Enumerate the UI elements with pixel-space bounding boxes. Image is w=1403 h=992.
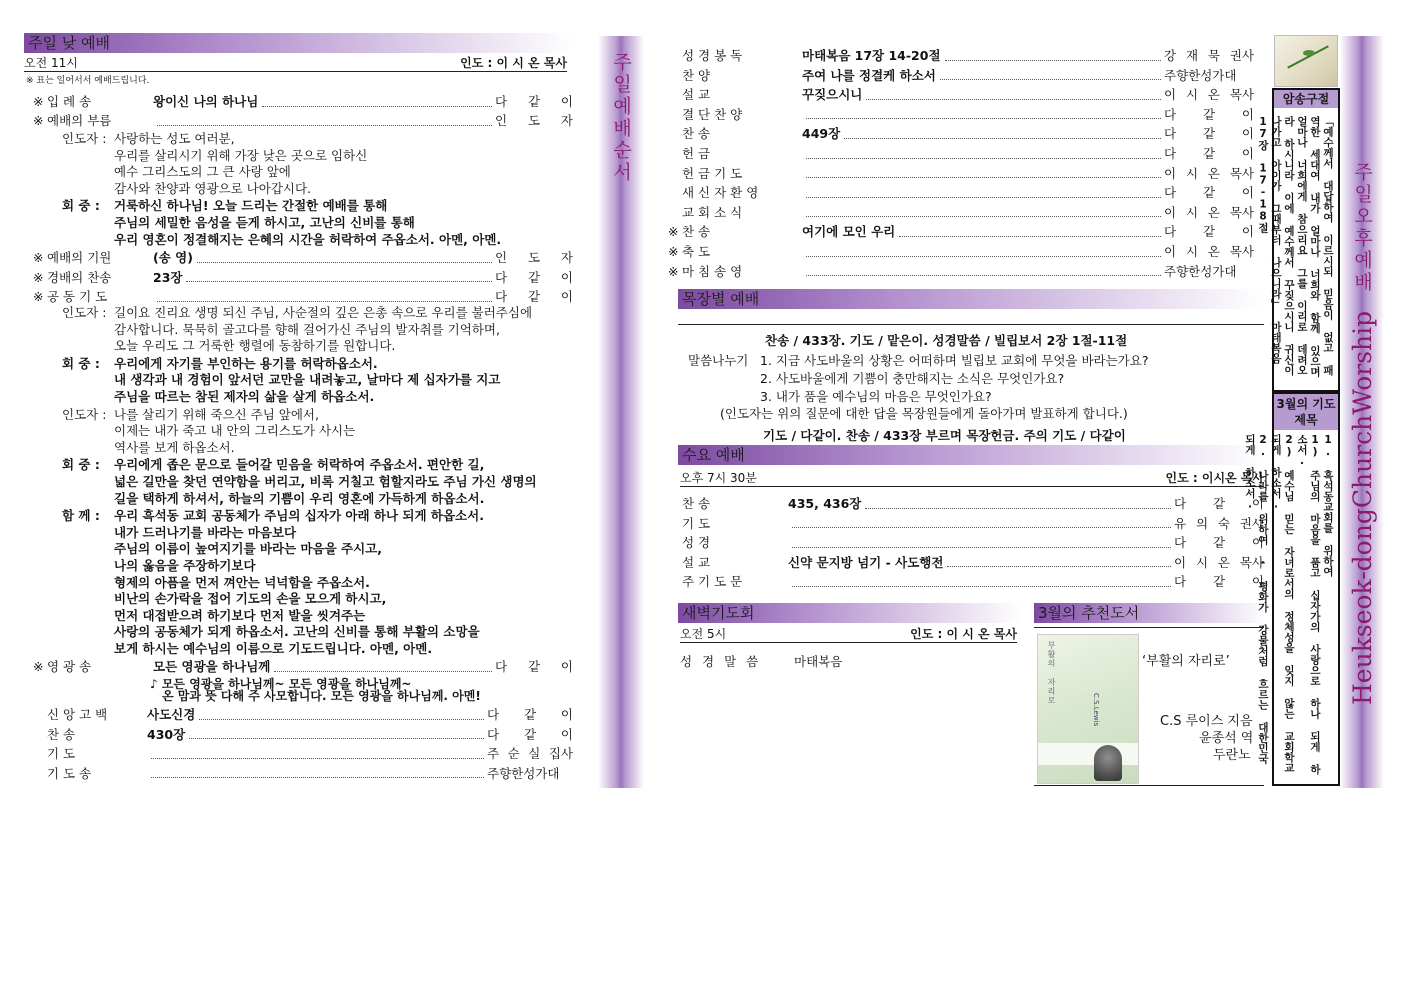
leader-dots xyxy=(806,207,1161,217)
book-header xyxy=(1034,603,1266,623)
item-responder: 이 시 온 목사 xyxy=(1164,87,1254,103)
responsive-line: 예수 그리스도의 그 큰 사랑 앞에 xyxy=(114,164,291,180)
item-content: (송 영) xyxy=(153,250,193,265)
item-content: 주여 나를 정결케 하소서 xyxy=(802,67,936,83)
item-label xyxy=(682,85,774,104)
item-label-text: 찬 송 xyxy=(682,224,711,240)
item-label xyxy=(47,764,129,783)
memory-verse-box xyxy=(1257,88,1340,392)
responsive-line: 길이요 진리요 생명 되신 주님, 사순절의 깊은 은총 속으로 우리를 불러주심에 xyxy=(114,305,533,320)
order-row xyxy=(668,494,1264,513)
order-row xyxy=(33,111,573,130)
item-label xyxy=(47,287,129,306)
leader-dots xyxy=(262,97,492,107)
leader-dots xyxy=(806,247,1161,257)
sunday-morning-subheader xyxy=(24,55,567,72)
sunday-morning-leader: 인도 : 이 시 온 목사 xyxy=(460,56,567,70)
item-responder: 다 같 이 xyxy=(495,289,573,304)
item-label xyxy=(682,183,774,202)
stand-note: ※ 표는 일어서서 예배드립니다. xyxy=(26,76,150,86)
item-responder: 이 시 온 목사 xyxy=(1174,554,1264,570)
rose-stem xyxy=(1287,45,1329,68)
item-content: 23장 xyxy=(153,269,183,285)
wednesday-title: 수요 예배 xyxy=(682,446,745,464)
item-label xyxy=(682,572,774,591)
item-content: 여기에 모인 우리 xyxy=(802,224,896,240)
book-bottom-rule xyxy=(1034,785,1264,786)
cell-closing: 기도 / 다같이. 찬송 / 433장 부르며 목장헌금. 주의 기도 / 다같이 xyxy=(763,428,1126,443)
item-label-text: 입 례 송 xyxy=(47,94,92,109)
leader-dots xyxy=(792,518,1171,528)
item-label-text: 헌 금 기 도 xyxy=(682,165,743,181)
item-label xyxy=(682,144,774,163)
order-row xyxy=(668,514,1264,533)
item-label xyxy=(47,725,129,744)
prayer-topics-list xyxy=(1243,434,1334,779)
item-label-text: 경배의 찬송 xyxy=(47,269,112,285)
responsive-line: 우리를 살리시기 위해 가장 낮은 곳으로 임하신 xyxy=(114,147,368,163)
wednesday-header xyxy=(678,445,1262,465)
item-responder: 다 같 이 xyxy=(1164,224,1254,240)
responsive-line: 내 생각과 내 경험이 앞서던 교만을 내려놓고, 날마다 제 십자가를 지고 xyxy=(114,372,501,388)
book-cover-band xyxy=(1038,743,1138,765)
order-row xyxy=(33,248,573,267)
responsive-line: 우리 흑석동 교회 공동체가 주님의 십자가 아래 하나 되게 하옵소서. xyxy=(114,508,484,524)
leader-dots xyxy=(940,70,1161,80)
order-row xyxy=(668,46,1254,65)
item-responder: 인 도 자 xyxy=(495,250,573,265)
prayer-topics-header xyxy=(1274,394,1338,430)
leader-dots xyxy=(199,710,484,720)
responsive-line: 거룩하신 하나님! 오늘 드리는 간절한 예배를 통해 xyxy=(114,198,388,214)
responsive-speaker: 함 께 : xyxy=(62,508,100,524)
leader-dots xyxy=(806,266,1161,276)
cell-line1: 찬송 / 433장. 기도 / 맡은이. 성경말씀 / 빌립보서 2장 1절-11절 xyxy=(765,333,1128,348)
responsive-line: 길을 택하게 하셔서, 하늘의 기쁨이 우리 영혼에 가득하게 하옵소서. xyxy=(114,490,485,506)
item-label xyxy=(47,744,129,763)
order-row xyxy=(668,164,1254,183)
item-label xyxy=(682,262,774,281)
item-label xyxy=(682,124,774,143)
item-responder: 다 같 이 xyxy=(495,269,573,285)
responsive-line: 주님을 따르는 참된 제자의 삶을 살게 하옵소서. xyxy=(114,389,375,404)
leader-dots xyxy=(865,499,1171,509)
item-label-text: 영 광 송 xyxy=(47,659,92,674)
order-row xyxy=(668,105,1254,124)
dawn-title: 새벽기도회 xyxy=(682,604,755,622)
item-label-text: 기 도 xyxy=(47,746,76,761)
responsive-speaker: 인도자 : xyxy=(62,305,107,320)
item-content: 430장 xyxy=(147,726,186,742)
book-translator: 윤종석 역 xyxy=(1199,731,1254,746)
item-label xyxy=(682,494,774,513)
right-side-title: 주일오후예배 xyxy=(1351,162,1373,294)
item-content: 435, 436장 xyxy=(788,496,862,511)
responsive-line: 비난의 손가락을 접어 기도의 손을 모으게 하시고, xyxy=(114,591,387,607)
item-responder: 유 의 숙 권사 xyxy=(1174,515,1264,531)
item-responder: 주 순 실 집사 xyxy=(487,746,573,761)
item-responder: 이 시 온 목사 xyxy=(1164,244,1254,259)
dawn-content: 마태복음 xyxy=(794,654,843,669)
order-row xyxy=(33,287,573,306)
item-content: 사도신경 xyxy=(147,707,196,722)
item-responder: 주향한성가대 xyxy=(1164,67,1237,83)
leader-dots xyxy=(806,168,1161,178)
item-content: 449장 xyxy=(802,126,841,142)
leader-dots xyxy=(157,116,492,126)
order-row xyxy=(668,242,1254,261)
responsive-line: 우리에게 좁은 문으로 들어갈 믿음을 허락하여 주옵소서. 편안한 길, xyxy=(114,457,485,473)
item-responder: 다 같 이 xyxy=(495,94,573,109)
stand-mark: ※ xyxy=(33,250,44,265)
order-row xyxy=(668,144,1254,163)
leader-dots xyxy=(197,253,492,263)
item-label xyxy=(47,705,129,724)
order-row xyxy=(33,657,573,676)
item-label-text: 찬 송 xyxy=(682,126,711,142)
responsive-line: 오늘 우리도 그 거룩한 행렬에 동참하기를 원합니다. xyxy=(114,338,396,354)
cell-question-3: 3. 내가 품을 예수님의 마음은 무엇인가요? xyxy=(760,389,992,404)
dawn-time: 오전 5시 xyxy=(680,627,727,641)
cell-share-label: 말씀나누기 xyxy=(688,353,749,368)
prayer-topic-1: 1. 흑석동교회를 위하여 xyxy=(1322,434,1334,577)
leader-dots xyxy=(151,768,484,778)
book-cover-title: 부활의 자리로 xyxy=(1047,641,1056,705)
cell-worship-title: 목장별 예배 xyxy=(682,290,760,308)
leader-dots xyxy=(274,662,492,672)
order-row xyxy=(668,203,1254,222)
responsive-line: 이제는 내가 죽고 내 안의 그리스도가 사시는 xyxy=(114,423,356,439)
item-label-text: 마 침 송 영 xyxy=(682,263,743,279)
item-label-text: 성 경 봉 독 xyxy=(682,48,743,63)
order-row xyxy=(668,572,1264,591)
item-content: 신약 문지방 넘기 - 사도행전 xyxy=(788,554,944,570)
book-title: 3월의 추천도서 xyxy=(1038,604,1140,622)
item-responder: 이 시 온 목사 xyxy=(1164,204,1254,220)
order-row xyxy=(33,92,573,111)
glory-lyric-line: 온 맘과 뜻 다해 주 사모합니다. 모든 영광을 하나님께. 아멘! xyxy=(162,689,481,703)
responsive-line: 나를 살리기 위해 죽으신 주님 앞에서, xyxy=(114,406,319,422)
order-row xyxy=(33,744,573,763)
book-divider xyxy=(1034,627,1264,628)
responsive-speaker: 회 중 : xyxy=(62,198,100,214)
item-label xyxy=(47,92,129,111)
item-label xyxy=(682,222,774,241)
leader-dots xyxy=(806,109,1161,119)
stand-mark: ※ xyxy=(33,94,44,109)
leader-dots xyxy=(792,538,1171,548)
item-responder: 다 같 이 xyxy=(1174,535,1264,550)
order-row xyxy=(668,66,1254,85)
prayer-topic-4: 2. 나라를 위하여 - 평화가 강물처럼 흐르는 대한민국 되게 하소서. xyxy=(1244,434,1269,764)
dawn-label-text: 성 경 말 씀 xyxy=(680,654,762,669)
responsive-line: 보게 하시는 예수님의 이름으로 기도드립니다. 아멘, 아멘. xyxy=(114,641,433,656)
sunday-morning-time: 오전 11시 xyxy=(24,56,78,70)
bible-rose-image xyxy=(1274,35,1338,87)
responsive-speaker: 인도자 : xyxy=(62,131,107,146)
sunday-morning-title: 주일 낮 예배 xyxy=(28,34,110,52)
item-label-text: 헌 금 xyxy=(682,146,711,161)
responsive-line: 주님의 세밀한 음성을 듣게 하시고, 고난의 신비를 통해 xyxy=(114,215,415,230)
item-label-text: 주 기 도 문 xyxy=(682,574,743,589)
item-label-text: 예배의 부름 xyxy=(47,113,112,128)
item-content: 마태복음 17장 14-20절 xyxy=(802,48,941,63)
cell-question-2: 2. 사도바울에게 기쁨이 충만해지는 소식은 무엇인가요? xyxy=(760,371,1065,386)
responsive-speaker: 회 중 : xyxy=(62,457,100,473)
item-responder: 주향한성가대 xyxy=(487,765,560,781)
leader-dots xyxy=(806,188,1161,198)
leader-dots xyxy=(945,51,1161,61)
item-label-text: 공 동 기 도 xyxy=(47,289,108,304)
item-content: 모든 영광을 하나님께 xyxy=(153,659,271,674)
item-label xyxy=(47,657,129,676)
item-label-text: 축 도 xyxy=(682,244,711,259)
responsive-line: 나의 옳음을 주장하기보다 xyxy=(114,558,256,573)
item-responder: 다 같 이 xyxy=(1164,146,1254,161)
cell-divider xyxy=(678,324,1264,325)
item-label-text: 기 도 xyxy=(682,515,711,531)
sunday-morning-header xyxy=(24,33,573,53)
responsive-line: 먼저 대접받으려 하기보다 먼저 발을 씻겨주는 xyxy=(114,607,366,623)
responsive-line: 우리 영혼이 정결해지는 은혜의 시간을 허락하여 주옵소서. 아멘, 아멘. xyxy=(114,231,502,247)
author-portrait xyxy=(1094,745,1122,781)
cell-worship-header xyxy=(678,289,1262,309)
responsive-line: 사랑하는 성도 여러분, xyxy=(114,131,235,146)
item-label-text: 설 교 xyxy=(682,87,711,103)
item-label xyxy=(682,553,774,572)
leader-dots xyxy=(792,577,1171,587)
stand-mark: ※ xyxy=(33,289,44,304)
item-label-text: 신 앙 고 백 xyxy=(47,707,108,722)
responsive-line: 넓은 길만을 찾던 연약함을 버리고, 비록 거칠고 험할지라도 주님 가신 생명의 xyxy=(114,474,537,489)
order-row xyxy=(668,222,1254,241)
order-row xyxy=(668,262,1254,281)
responsive-speaker: 인도자 : xyxy=(62,406,107,422)
wednesday-subheader xyxy=(680,470,1264,487)
responsive-line: 우리에게 자기를 부인하는 용기를 허락하옵소서. xyxy=(114,355,378,371)
item-responder: 강 재 묵 권사 xyxy=(1164,48,1254,63)
leader-dots xyxy=(899,227,1161,237)
order-row xyxy=(668,553,1264,572)
book-publisher: 두란노 xyxy=(1213,748,1251,763)
leader-dots xyxy=(947,557,1171,567)
dawn-row xyxy=(680,652,1010,671)
responsive-line: 감사합니다. 묵묵히 골고다를 향해 걸어가신 주님의 발자취를 기억하며, xyxy=(114,321,500,337)
order-row xyxy=(33,705,573,724)
prayer-topics-box xyxy=(1244,392,1340,786)
cell-note: (인도자는 위의 질문에 대한 답을 목장원들에게 돌아가며 발표하게 합니다.) xyxy=(720,406,1128,421)
item-responder: 다 같 이 xyxy=(1174,574,1264,589)
leader-dots xyxy=(844,129,1161,139)
item-label xyxy=(47,111,129,130)
prayer-topic-2: 1) 주님의 마음을 품고 십자가의 사랑으로 하나 되게 하소서. xyxy=(1296,434,1321,775)
item-label-text: 설 교 xyxy=(682,554,711,570)
dawn-header xyxy=(678,603,1022,623)
item-label xyxy=(682,66,774,85)
item-label-text: 기 도 송 xyxy=(47,765,92,781)
item-label xyxy=(682,242,774,261)
order-row xyxy=(33,764,573,783)
stand-mark: ※ xyxy=(33,269,44,285)
leader-dots xyxy=(189,729,484,739)
stand-mark: ※ xyxy=(668,224,679,240)
book-cover-image xyxy=(1037,634,1139,784)
english-title-text: Heukseok-dongChurchWorship xyxy=(1348,310,1377,705)
cell-question-1: 1. 지금 사도바울의 상황은 어떠하며 빌립보 교회에 무엇을 바라는가요? xyxy=(760,353,1149,368)
dawn-label xyxy=(680,652,772,671)
item-responder: 다 같 이 xyxy=(487,726,573,742)
item-label-text: 결 단 찬 양 xyxy=(682,106,743,122)
order-row xyxy=(33,268,573,287)
glory-lyric-line: ♪ 모든 영광을 하나님께~ 모든 영광을 하나님께~ xyxy=(150,677,412,691)
wednesday-leader: 인도 : 이시온 목사 xyxy=(1165,471,1264,485)
responsive-line: 역사를 보게 하옵소서. xyxy=(114,439,235,455)
item-label xyxy=(682,203,774,222)
leader-dots xyxy=(866,90,1161,100)
item-label xyxy=(682,105,774,124)
item-label-text: 예배의 기원 xyxy=(47,250,112,265)
item-content: 왕이신 나의 하나님 xyxy=(153,94,259,109)
item-responder: 다 같 이 xyxy=(1164,126,1254,142)
stand-mark: ※ xyxy=(33,113,44,128)
item-label xyxy=(47,248,129,267)
item-responder: 이 시 온 목사 xyxy=(1164,165,1254,181)
order-row xyxy=(668,183,1254,202)
item-responder: 다 같 이 xyxy=(1164,106,1254,122)
item-label-text: 성 경 xyxy=(682,535,711,550)
stand-mark: ※ xyxy=(668,263,679,279)
dawn-subheader xyxy=(680,626,1017,643)
item-label-text: 새 신 자 환 영 xyxy=(682,185,759,201)
responsive-line: 주님의 이름이 높여지기를 바라는 마음을 주시고, xyxy=(114,541,383,557)
item-label-text: 찬 송 xyxy=(47,726,76,742)
item-label xyxy=(682,514,774,533)
order-row xyxy=(33,725,573,744)
leader-dots xyxy=(157,292,492,302)
memory-verse-title: 암송구절 xyxy=(1282,92,1330,106)
item-responder: 다 같 이 xyxy=(495,659,573,674)
memory-verse-header xyxy=(1274,90,1338,108)
stand-mark: ※ xyxy=(668,244,679,259)
order-row xyxy=(668,533,1264,552)
item-responder: 인 도 자 xyxy=(495,113,573,128)
leader-dots xyxy=(151,749,484,759)
item-responder: 다 같 이 xyxy=(487,707,573,722)
item-responder: 다 같 이 xyxy=(1174,496,1264,511)
item-responder: 주향한성가대 xyxy=(1164,263,1237,279)
book-name: ‘부활의 자리로’ xyxy=(1142,654,1230,669)
order-row xyxy=(668,85,1254,104)
item-content: 꾸짖으시니 xyxy=(802,87,863,103)
item-label xyxy=(682,533,774,552)
responsive-line: 사랑의 공동체가 되게 하옵소서. 고난의 신비를 통해 부활의 소망을 xyxy=(114,624,480,640)
item-label xyxy=(682,46,774,65)
item-responder: 다 같 이 xyxy=(1164,185,1254,201)
rose-leaf xyxy=(1303,50,1315,56)
wednesday-time: 오후 7시 30분 xyxy=(680,471,757,485)
leader-dots xyxy=(186,272,492,282)
book-cover-author: C.S.Lewis xyxy=(1092,693,1100,727)
memory-verse-text: 「예수께서 대답하여 이르시되 믿음이 없고 패역한 세대여 내가 얼마나 너희와 함께 있으며 얼마나 너희에게 참으리요 그를 이리로 데려오라 하시니라 이에 예수께서 꾸짖으시니 귀신이 나가고 아이가 그때부터 나으니라」 마태복음 17장 17-18절 xyxy=(1257,116,1334,377)
prayer-topic-3: 2) 예수님 믿는 자녀로서의 정체성을 잊지 않는 교회학교 되게 하소서. xyxy=(1270,434,1295,773)
dawn-leader: 인도 : 이 시 온 목사 xyxy=(910,627,1017,641)
responsive-line: 형제의 아픔을 먼저 껴안는 넉넉함을 주옵소서. xyxy=(114,574,370,590)
order-row xyxy=(668,124,1254,143)
responsive-line: 내가 드러나기를 바라는 마음보다 xyxy=(114,524,297,540)
item-label-text: 찬 양 xyxy=(682,67,711,83)
left-side-title: 주일예배순서 xyxy=(610,52,632,184)
item-label xyxy=(47,268,129,287)
item-label-text: 찬 송 xyxy=(682,496,711,511)
book-author: C.S 루이스 지음 xyxy=(1160,714,1253,729)
item-label-text: 교 회 소 식 xyxy=(682,204,743,220)
leader-dots xyxy=(806,149,1161,159)
item-label xyxy=(682,164,774,183)
stand-mark: ※ xyxy=(33,659,44,674)
responsive-speaker: 회 중 : xyxy=(62,355,100,371)
prayer-topics-title: 3월의 기도제목 xyxy=(1276,397,1336,427)
responsive-line: 감사와 찬양과 영광으로 나아갑시다. xyxy=(114,180,312,196)
